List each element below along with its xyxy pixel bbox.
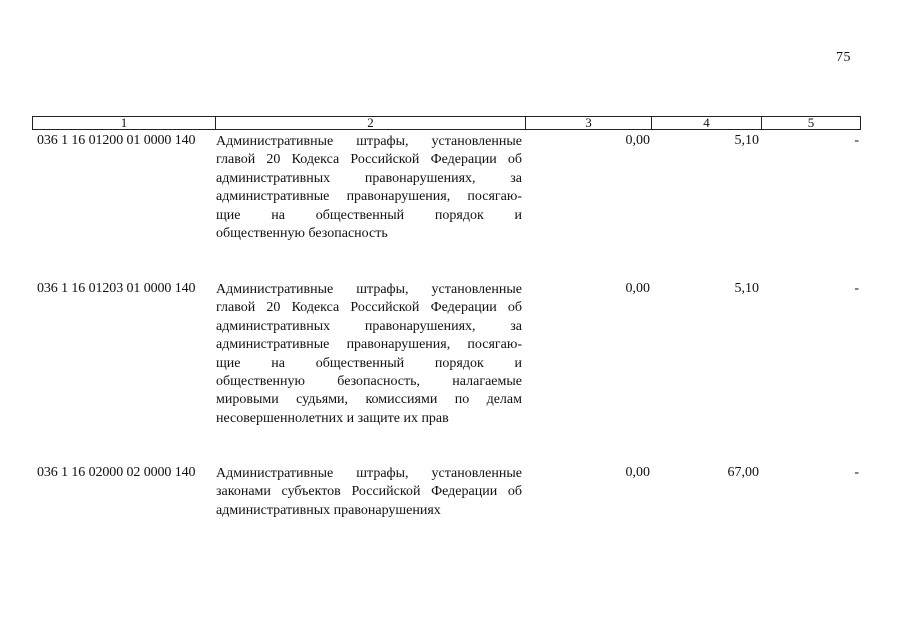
value-col-4: 67,00: [727, 465, 759, 480]
value-col-5: -: [854, 281, 859, 296]
value-col-3: 0,00: [625, 465, 650, 480]
description-line: законами субъектов Российской Федерации об: [216, 484, 522, 500]
description-line: Административные штрафы, установленные: [216, 134, 522, 149]
table-header: [32, 116, 861, 130]
header-col-4: 4: [703, 115, 710, 130]
row-description: [216, 465, 522, 520]
description-line: административных правонарушениях, за: [216, 318, 522, 334]
description-line: Административные штрафы, установленные: [216, 282, 522, 297]
header-col-1: 1: [120, 115, 128, 130]
header-col-3: 3: [585, 115, 592, 130]
budget-code: 036 1 16 01200 01 0000 140: [37, 133, 196, 148]
description-line: Административные штрафы, установленные: [216, 466, 522, 481]
description-line: щие на общественный порядок и: [216, 207, 522, 223]
header-col-2: 2: [367, 115, 374, 130]
value-col-4: 5,10: [734, 133, 759, 148]
description-line: общественную безопасность, налагаемые: [216, 374, 522, 390]
value-col-5: -: [854, 465, 859, 480]
description-line: общественную безопасность: [216, 226, 388, 242]
value-col-3: 0,00: [625, 281, 650, 296]
description-line: главой 20 Кодекса Российской Федерации об: [216, 300, 522, 316]
row-description: [216, 133, 522, 243]
description-line: мировыми судьями, комиссиями по делам: [216, 392, 522, 408]
value-col-4: 5,10: [734, 281, 759, 296]
header-col-5: 5: [807, 115, 815, 130]
row-description: [216, 281, 522, 428]
budget-code: 036 1 16 02000 02 0000 140: [37, 465, 196, 480]
description-line: административных правонарушениях: [216, 502, 441, 518]
page-number: 75: [836, 50, 851, 65]
description-line: административные правонарушения, посягаю-: [216, 189, 522, 205]
value-col-3: 0,00: [625, 133, 650, 148]
budget-code: 036 1 16 01203 01 0000 140: [37, 281, 196, 296]
description-line: несовершеннолетних и защите их прав: [216, 410, 449, 426]
description-line: главой 20 Кодекса Российской Федерации об: [216, 152, 522, 168]
value-col-5: -: [854, 133, 859, 148]
description-line: административные правонарушения, посягаю-: [216, 337, 522, 353]
description-line: щие на общественный порядок и: [216, 355, 522, 371]
description-line: административных правонарушениях, за: [216, 170, 522, 186]
